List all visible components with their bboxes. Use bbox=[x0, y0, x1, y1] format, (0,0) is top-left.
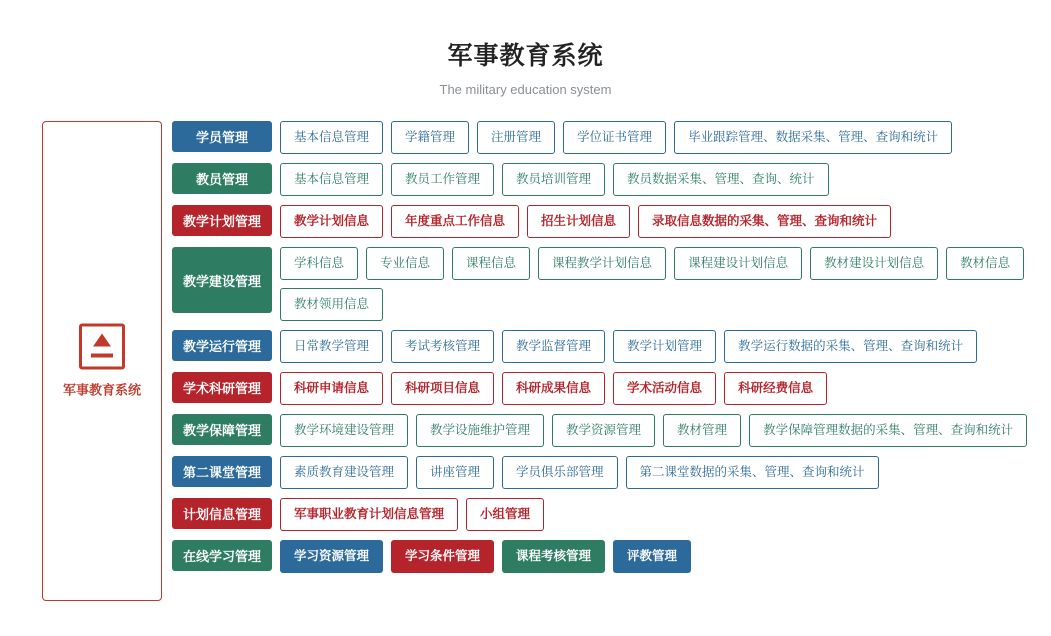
feature-node[interactable]: 科研申请信息 bbox=[280, 372, 383, 405]
category-cell bbox=[172, 456, 272, 487]
category-node[interactable]: 教员管理 bbox=[172, 163, 272, 194]
feature-node[interactable]: 教学计划管理 bbox=[613, 330, 716, 363]
category-node[interactable]: 学术科研管理 bbox=[172, 372, 272, 403]
category-cell bbox=[172, 330, 272, 361]
feature-node[interactable]: 教学资源管理 bbox=[552, 414, 655, 447]
category-cell bbox=[172, 121, 272, 152]
category-row bbox=[172, 414, 1051, 447]
category-row bbox=[172, 247, 1051, 321]
category-row bbox=[172, 498, 1051, 531]
category-row bbox=[172, 330, 1051, 363]
root-node bbox=[42, 121, 162, 601]
feature-node[interactable]: 科研经费信息 bbox=[724, 372, 827, 405]
feature-node[interactable]: 学科信息 bbox=[280, 247, 358, 280]
category-cell bbox=[172, 205, 272, 236]
category-node[interactable]: 教学计划管理 bbox=[172, 205, 272, 236]
category-items bbox=[272, 414, 1027, 447]
feature-node[interactable]: 学习资源管理 bbox=[280, 540, 383, 573]
feature-node[interactable]: 教学环境建设管理 bbox=[280, 414, 408, 447]
category-row bbox=[172, 372, 1051, 405]
feature-node[interactable]: 基本信息管理 bbox=[280, 121, 383, 154]
feature-node[interactable]: 教材领用信息 bbox=[280, 288, 383, 321]
feature-node[interactable]: 毕业跟踪管理、数据采集、管理、查询和统计 bbox=[674, 121, 952, 154]
feature-node[interactable]: 考试考核管理 bbox=[391, 330, 494, 363]
category-row bbox=[172, 163, 1051, 196]
category-cell bbox=[172, 372, 272, 403]
category-node[interactable]: 教学运行管理 bbox=[172, 330, 272, 361]
feature-node[interactable]: 第二课堂数据的采集、管理、查询和统计 bbox=[626, 456, 879, 489]
feature-node[interactable]: 学员俱乐部管理 bbox=[502, 456, 618, 489]
category-node[interactable]: 第二课堂管理 bbox=[172, 456, 272, 487]
book-icon bbox=[79, 324, 125, 370]
page-subtitle: The military education system bbox=[439, 82, 612, 97]
category-items bbox=[272, 372, 827, 405]
feature-node[interactable]: 教员工作管理 bbox=[391, 163, 494, 196]
feature-node[interactable]: 小组管理 bbox=[466, 498, 544, 531]
feature-node[interactable]: 学习条件管理 bbox=[391, 540, 494, 573]
feature-node[interactable]: 录取信息数据的采集、管理、查询和统计 bbox=[638, 205, 891, 238]
category-row bbox=[172, 456, 1051, 489]
category-cell bbox=[172, 163, 272, 194]
category-cell bbox=[172, 498, 272, 529]
feature-node[interactable]: 课程教学计划信息 bbox=[538, 247, 666, 280]
category-row bbox=[172, 540, 1051, 573]
feature-node[interactable]: 课程考核管理 bbox=[502, 540, 605, 573]
category-node[interactable]: 在线学习管理 bbox=[172, 540, 272, 571]
root-node-label: 军事教育系统 bbox=[62, 382, 141, 398]
feature-node[interactable]: 学术活动信息 bbox=[613, 372, 716, 405]
category-node[interactable]: 教学保障管理 bbox=[172, 414, 272, 445]
category-items bbox=[272, 540, 691, 573]
category-items bbox=[272, 498, 544, 531]
feature-node[interactable]: 评教管理 bbox=[613, 540, 691, 573]
category-items bbox=[272, 456, 879, 489]
page-title: 军事教育系统 bbox=[447, 42, 604, 70]
feature-node[interactable]: 教员数据采集、管理、查询、统计 bbox=[613, 163, 829, 196]
category-cell bbox=[172, 540, 272, 571]
category-rows bbox=[172, 121, 1051, 582]
feature-node[interactable]: 科研项目信息 bbox=[391, 372, 494, 405]
feature-node[interactable]: 素质教育建设管理 bbox=[280, 456, 408, 489]
feature-node[interactable]: 教学运行数据的采集、管理、查询和统计 bbox=[724, 330, 977, 363]
feature-node[interactable]: 注册管理 bbox=[477, 121, 555, 154]
feature-node[interactable]: 课程建设计划信息 bbox=[674, 247, 802, 280]
category-node[interactable]: 学员管理 bbox=[172, 121, 272, 152]
category-row bbox=[172, 205, 1051, 238]
page-header bbox=[0, 0, 1051, 97]
feature-node[interactable]: 军事职业教育计划信息管理 bbox=[280, 498, 458, 531]
category-row bbox=[172, 121, 1051, 154]
feature-node[interactable]: 教材信息 bbox=[946, 247, 1024, 280]
feature-node[interactable]: 科研成果信息 bbox=[502, 372, 605, 405]
feature-node[interactable]: 教学监督管理 bbox=[502, 330, 605, 363]
feature-node[interactable]: 教材建设计划信息 bbox=[810, 247, 938, 280]
diagram-body bbox=[0, 121, 1051, 601]
feature-node[interactable]: 课程信息 bbox=[452, 247, 530, 280]
feature-node[interactable]: 学位证书管理 bbox=[563, 121, 666, 154]
feature-node[interactable]: 教材管理 bbox=[663, 414, 741, 447]
category-cell bbox=[172, 414, 272, 445]
category-items bbox=[272, 330, 977, 363]
category-node[interactable]: 计划信息管理 bbox=[172, 498, 272, 529]
category-items bbox=[272, 163, 829, 196]
category-cell bbox=[172, 247, 272, 313]
feature-node[interactable]: 讲座管理 bbox=[416, 456, 494, 489]
feature-node[interactable]: 教学保障管理数据的采集、管理、查询和统计 bbox=[749, 414, 1027, 447]
feature-node[interactable]: 教学设施维护管理 bbox=[416, 414, 544, 447]
category-items bbox=[272, 205, 891, 238]
category-node[interactable]: 教学建设管理 bbox=[172, 247, 272, 313]
category-items bbox=[272, 247, 1051, 321]
feature-node[interactable]: 基本信息管理 bbox=[280, 163, 383, 196]
category-items bbox=[272, 121, 952, 154]
feature-node[interactable]: 招生计划信息 bbox=[527, 205, 630, 238]
feature-node[interactable]: 教学计划信息 bbox=[280, 205, 383, 238]
feature-node[interactable]: 教员培训管理 bbox=[502, 163, 605, 196]
feature-node[interactable]: 日常教学管理 bbox=[280, 330, 383, 363]
feature-node[interactable]: 学籍管理 bbox=[391, 121, 469, 154]
root-node-content bbox=[43, 324, 161, 399]
feature-node[interactable]: 专业信息 bbox=[366, 247, 444, 280]
feature-node[interactable]: 年度重点工作信息 bbox=[391, 205, 519, 238]
